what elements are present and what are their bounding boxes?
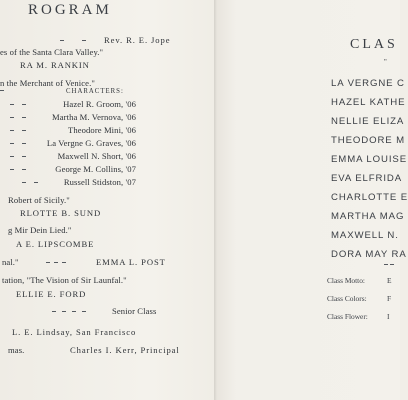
class-member: DORA MAY RA [331,249,407,260]
item-3-title: n the Merchant of Venice." [0,78,95,88]
item-1-performer: Rev. R. E. Jope [104,35,171,45]
class-member: HAZEL KATHE [331,97,406,108]
item-2-title: es of the Santa Clara Valley." [0,47,104,57]
dash [22,143,26,144]
dash [10,104,14,105]
class-member: THEODORE M [331,135,406,146]
dash [52,311,56,312]
dash [22,117,26,118]
class-colors-label: Class Colors: [327,294,367,303]
item-10-title: mas. [8,345,25,355]
item-10-performer: Charles I. Kerr, Principal [70,345,180,355]
dash [22,130,26,131]
dash [22,104,26,105]
item-9-performer: L. E. Lindsay, San Francisco [12,327,137,337]
class-motto-value: E [387,276,392,285]
dash [62,311,66,312]
dash [34,182,38,183]
ornament: " [384,59,388,66]
character-1: Hazel R. Groom, '06 [63,99,136,109]
item-4-performer: RLOTTE B. SUND [20,208,102,218]
dash [384,264,388,265]
dash [10,143,14,144]
dash [10,169,14,170]
dash [82,40,86,41]
item-8-performer: Senior Class [112,306,157,316]
item-2-performer: RA M. RANKIN [20,60,90,70]
dash [22,169,26,170]
item-5-title: g Mir Dein Lied." [8,225,72,235]
character-6: George M. Collins, '07 [55,164,136,174]
character-7: Russell Stidston, '07 [63,177,136,187]
item-7-title: tation, "The Vision of Sir Launfal." [2,275,127,285]
class-flower-value: I [387,312,390,321]
character-5: Maxwell N. Short, '06 [57,151,136,161]
characters-heading: CHARACTERS: [66,88,124,95]
character-3: Theodore Mini, '06 [67,125,136,135]
page-fold [214,0,217,400]
class-member: NELLIE ELIZA [331,116,405,127]
item-7-performer: ELLIE E. FORD [16,289,87,299]
dash [22,156,26,157]
dash [10,117,14,118]
class-member: CHARLOTTE E [331,192,408,203]
program-title: ROGRAM [28,2,112,18]
character-4: La Vergne G. Graves, '06 [46,138,136,148]
dash [22,182,26,183]
dash [46,262,50,263]
dash [72,311,76,312]
class-member: MARTHA MAG [331,211,405,222]
class-member: EVA ELFRIDA [331,173,403,184]
class-flower-label: Class Flower: [327,312,368,321]
item-6-performer: EMMA L. POST [96,257,166,267]
character-2: Martha M. Vernova, '06 [51,112,136,122]
dash [82,311,86,312]
class-member: EMMA LOUISE [331,154,408,165]
class-title: CLAS [350,37,398,52]
dash [10,130,14,131]
dash [60,40,64,41]
class-member: MAXWELL N. [331,230,399,241]
item-5-performer: A E. LIPSCOMBE [16,239,95,249]
class-motto-label: Class Motto: [327,276,365,285]
class-member: LA VERGNE C [331,78,405,89]
dash [390,264,394,265]
item-4-title: Robert of Sicily." [8,195,70,205]
item-6-title: nal." [2,257,19,267]
dash [62,262,66,263]
dash [54,262,58,263]
dash [0,90,4,91]
dash [10,156,14,157]
class-colors-value: F [387,294,392,303]
class-page [214,0,408,400]
